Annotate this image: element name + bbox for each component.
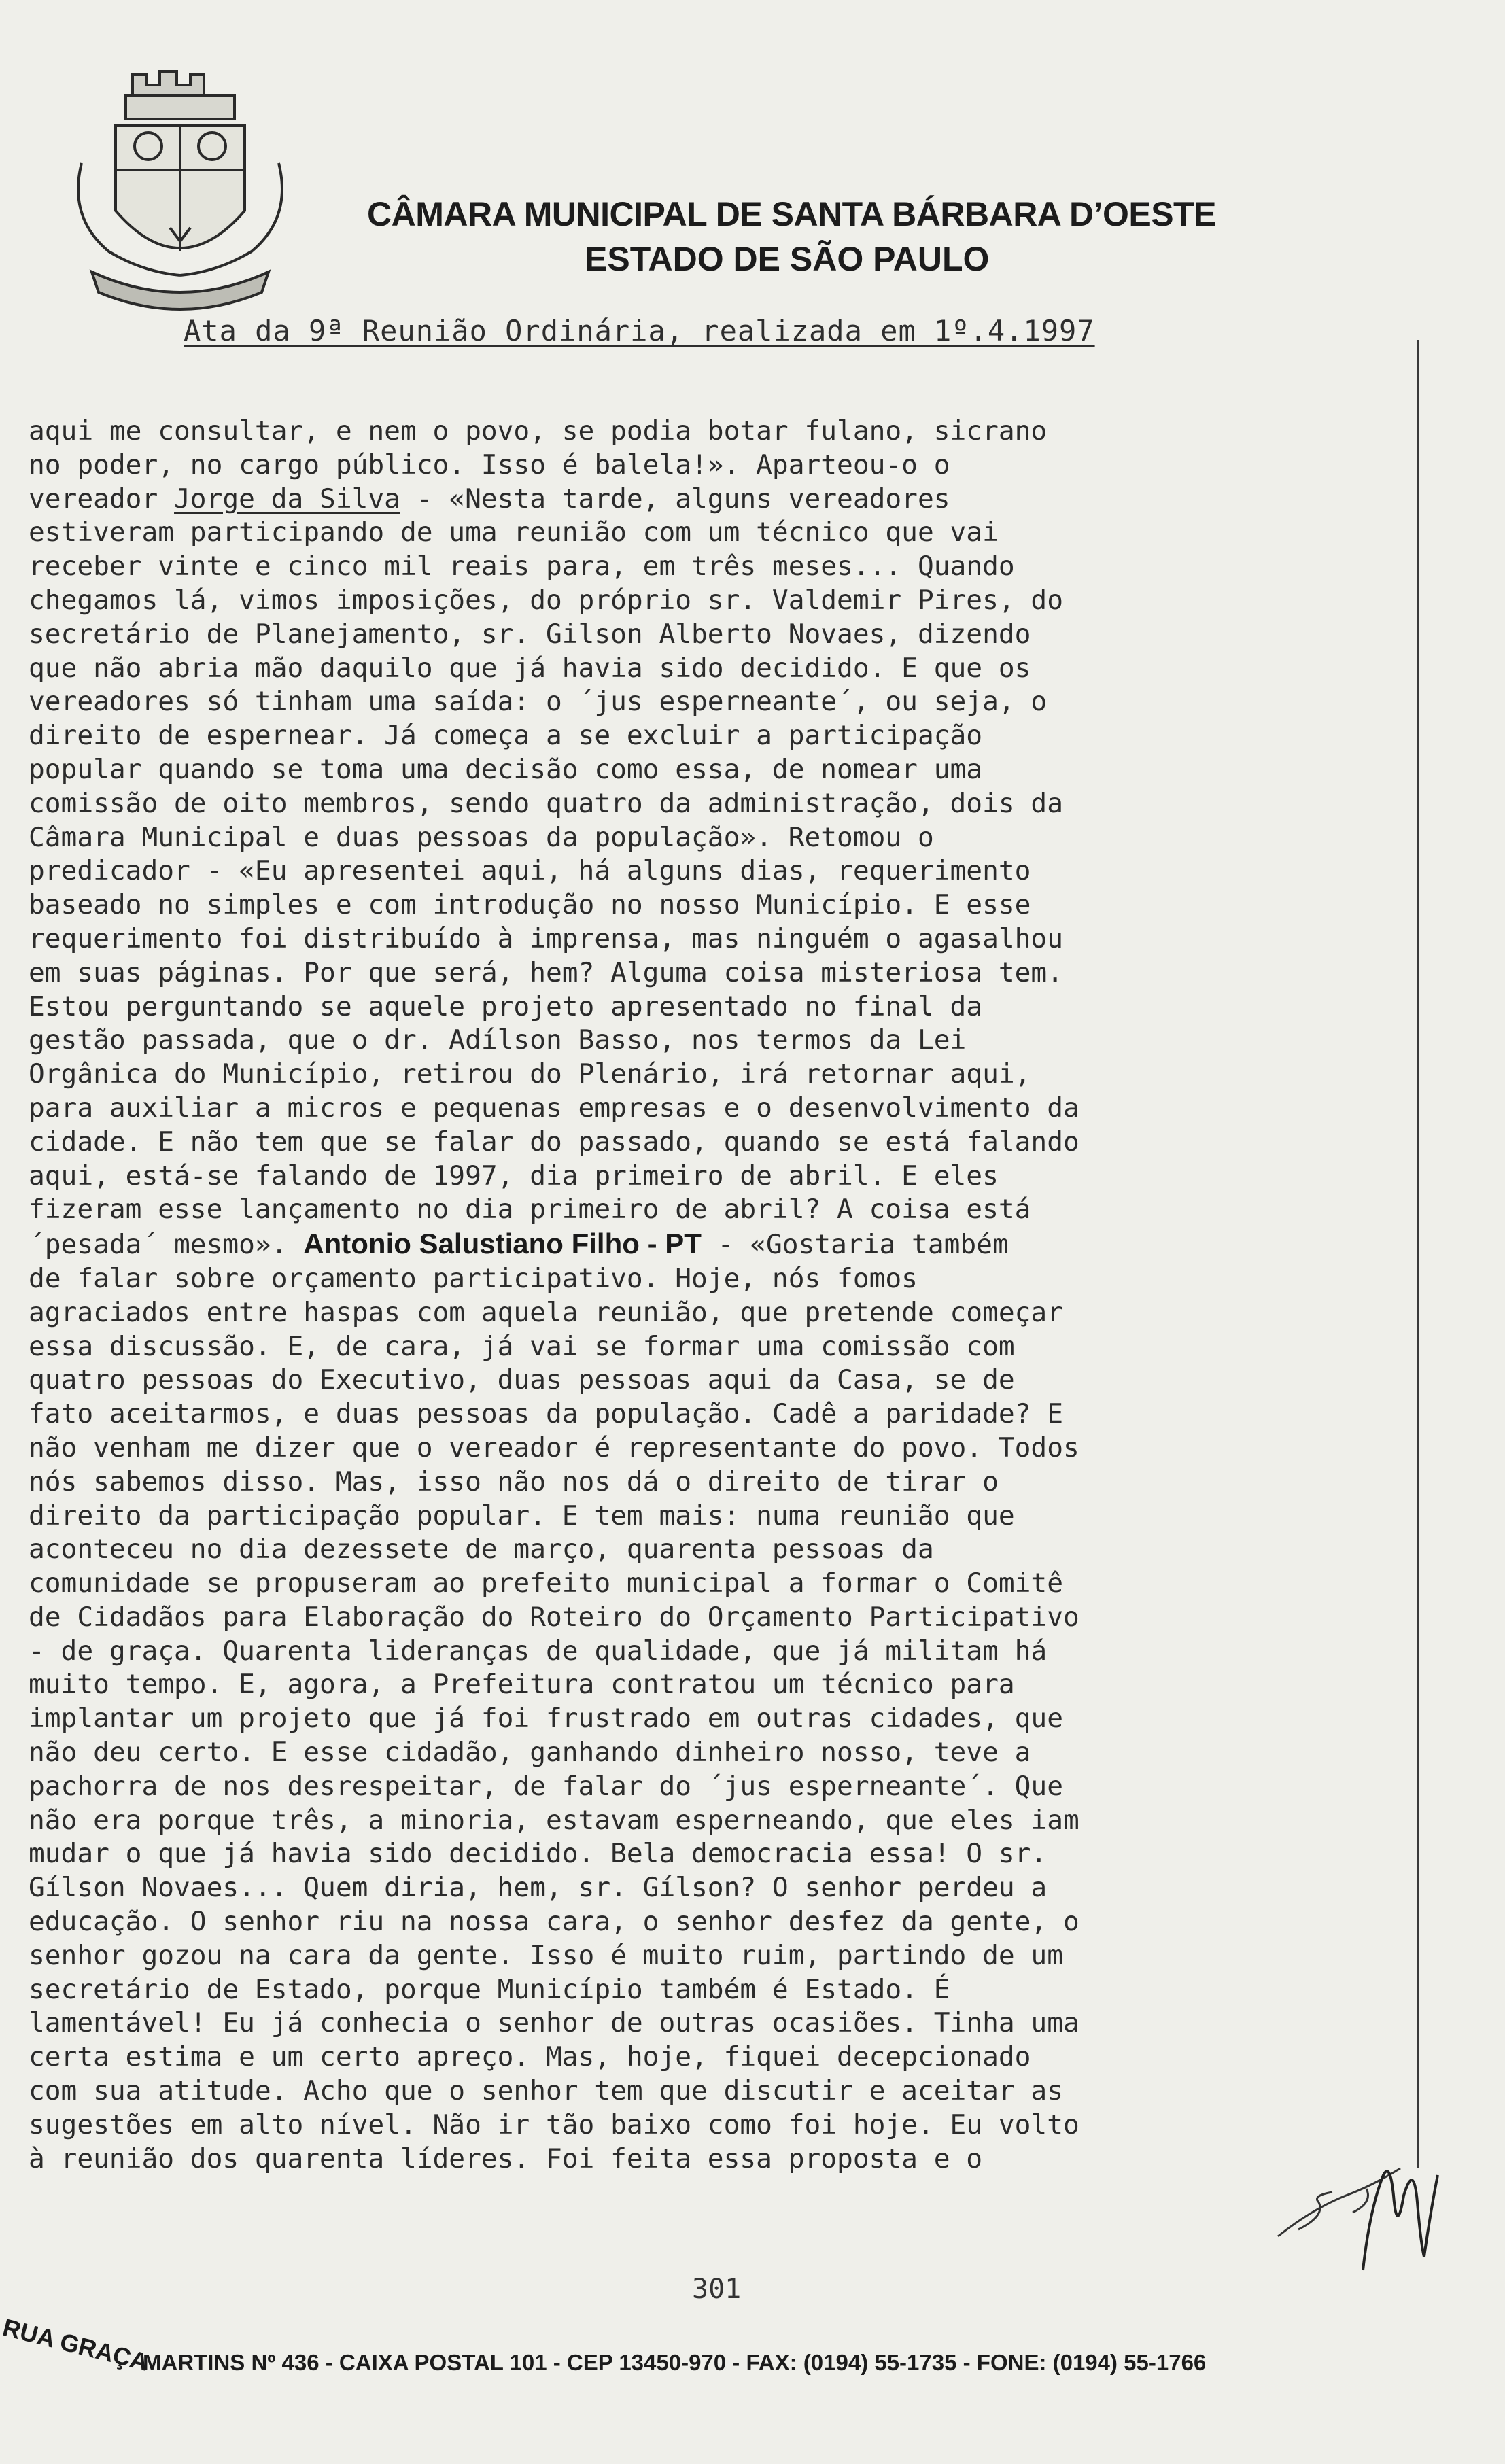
text-line: fato aceitarmos, e duas pessoas da população. Cadê a paridade? E bbox=[29, 1398, 1063, 1430]
text-line: Câmara Municipal e duas pessoas da população». Retomou o bbox=[29, 821, 934, 853]
text-line: à reunião dos quarenta líderes. Foi feita essa proposta e o bbox=[29, 2142, 983, 2174]
text-line: essa discussão. E, de cara, já vai se formar uma comissão com bbox=[29, 1330, 1015, 1362]
text-line: com sua atitude. Acho que o senhor tem que discutir e aceitar as bbox=[29, 2075, 1063, 2107]
text-line: aconteceu no dia dezessete de março, quarenta pessoas da bbox=[29, 1533, 934, 1565]
text-line: Orgânica do Município, retirou do Plenário, irá retornar aqui, bbox=[29, 1058, 1031, 1090]
text-line: nós sabemos disso. Mas, isso não nos dá o direito de tirar o bbox=[29, 1465, 999, 1497]
text-line: em suas páginas. Por que será, hem? Alguma coisa misteriosa tem. bbox=[29, 956, 1063, 988]
councilor-name: Jorge da Silva bbox=[174, 483, 400, 515]
text-line: - de graça. Quarenta lideranças de qualidade, que já militam há bbox=[29, 1635, 1048, 1667]
text-line: quatro pessoas do Executivo, duas pessoas aqui da Casa, se de bbox=[29, 1364, 1015, 1396]
text-fragment: - «Gostaria também bbox=[701, 1229, 1009, 1261]
speaker-name: Antonio Salustiano Filho - PT bbox=[303, 1228, 702, 1260]
minutes-body bbox=[29, 415, 1371, 2176]
text-line: sugestões em alto nível. Não ir tão baixo como foi hoje. Eu volto bbox=[29, 2109, 1079, 2140]
text-line: predicador - «Eu apresentei aqui, há alguns dias, requerimento bbox=[29, 855, 1031, 887]
text-line: implantar um projeto que já foi frustrado em outras cidades, que bbox=[29, 1703, 1063, 1735]
text-line: requerimento foi distribuído à imprensa, mas ninguém o agasalhou bbox=[29, 922, 1063, 954]
text-line: Estou perguntando se aquele projeto apresentado no final da bbox=[29, 990, 983, 1022]
text-line: mudar o que já havia sido decidido. Bela democracia essa! O sr. bbox=[29, 1838, 1048, 1870]
text-line: vereadores só tinham uma saída: o ´jus esperneante´, ou seja, o bbox=[29, 686, 1048, 718]
text-line: senhor gozou na cara da gente. Isso é muito ruim, partindo de um bbox=[29, 1939, 1063, 1971]
text-line: direito de espernear. Já começa a se excluir a participação bbox=[29, 720, 983, 752]
text-line: que não abria mão daquilo que já havia sido decidido. E que os bbox=[29, 652, 1031, 684]
text-line: direito da participação popular. E tem mais: numa reunião que bbox=[29, 1499, 1015, 1531]
text-line: popular quando se toma uma decisão como essa, de nomear uma bbox=[29, 753, 983, 785]
text-line: não deu certo. E esse cidadão, ganhando dinheiro nosso, teve a bbox=[29, 1737, 1031, 1769]
text-line: não venham me dizer que o vereador é representante do povo. Todos bbox=[29, 1431, 1079, 1463]
text-line: para auxiliar a micros e pequenas empresas e o desenvolvimento da bbox=[29, 1092, 1079, 1124]
text-line: comunidade se propuseram ao prefeito municipal a formar o Comitê bbox=[29, 1567, 1063, 1599]
text-line: baseado no simples e com introdução no nosso Município. E esse bbox=[29, 889, 1031, 921]
text-fragment: vereador bbox=[29, 483, 175, 515]
text-line: no poder, no cargo público. Isso é balela!». Aparteou-o o bbox=[29, 449, 950, 481]
text-line: aqui, está-se falando de 1997, dia primeiro de abril. E eles bbox=[29, 1160, 999, 1192]
text-line bbox=[29, 1227, 1371, 1262]
institution-name: CÂMARA MUNICIPAL DE SANTA BÁRBARA D’OESTE bbox=[367, 195, 1216, 233]
text-line: muito tempo. E, agora, a Prefeitura contratou um técnico para bbox=[29, 1669, 1015, 1701]
minutes-title: Ata da 9ª Reunião Ordinária, realizada em 1º.4.1997 bbox=[184, 314, 1095, 347]
text-line: aqui me consultar, e nem o povo, se podia botar fulano, sicrano bbox=[29, 415, 1048, 447]
letterhead-footer bbox=[0, 2308, 1502, 2444]
text-line: de falar sobre orçamento participativo. Hoje, nós fomos bbox=[29, 1262, 918, 1294]
text-fragment: - «Nesta tarde, alguns vereadores bbox=[400, 483, 950, 515]
text-line: comissão de oito membros, sendo quatro da administração, dois da bbox=[29, 787, 1063, 819]
municipal-coat-of-arms bbox=[68, 68, 292, 326]
text-line bbox=[29, 483, 1371, 517]
margin-signature-icon bbox=[1336, 2155, 1485, 2284]
text-line: de Cidadãos para Elaboração do Roteiro do Orçamento Participativo bbox=[29, 1601, 1079, 1633]
text-line: lamentável! Eu já conhecia o senhor de outras ocasiões. Tinha uma bbox=[29, 2007, 1079, 2039]
text-line: certa estima e um certo apreço. Mas, hoje, fiquei decepcionado bbox=[29, 2041, 1031, 2073]
text-line: gestão passada, que o dr. Adílson Basso, nos termos da Lei bbox=[29, 1024, 967, 1056]
state-name: ESTADO DE SÃO PAULO bbox=[585, 240, 990, 278]
text-line: educação. O senhor riu na nossa cara, o senhor desfez da gente, o bbox=[29, 1906, 1079, 1938]
text-line: secretário de Planejamento, sr. Gilson Alberto Novaes, dizendo bbox=[29, 618, 1031, 650]
margin-rule bbox=[1417, 340, 1419, 2168]
text-line: estiveram participando de uma reunião com um técnico que vai bbox=[29, 517, 999, 549]
text-line: cidade. E não tem que se falar do passado, quando se está falando bbox=[29, 1126, 1079, 1158]
text-line: receber vinte e cinco mil reais para, em três meses... Quando bbox=[29, 551, 1015, 583]
footer-street: RUA GRAÇA bbox=[0, 2313, 152, 2376]
text-line: fizeram esse lançamento no dia primeiro de abril? A coisa está bbox=[29, 1194, 1031, 1226]
text-line: não era porque três, a minoria, estavam esperneando, que eles iam bbox=[29, 1804, 1079, 1836]
text-line: secretário de Estado, porque Município também é Estado. É bbox=[29, 1973, 950, 2005]
text-line: pachorra de nos desrespeitar, de falar do ´jus esperneante´. Que bbox=[29, 1770, 1063, 1802]
page-number: 301 bbox=[692, 2274, 742, 2305]
text-line: Gílson Novaes... Quem diria, hem, sr. Gílson? O senhor perdeu a bbox=[29, 1872, 1048, 1904]
text-line: chegamos lá, vimos imposições, do próprio sr. Valdemir Pires, do bbox=[29, 584, 1063, 616]
text-line: agraciados entre haspas com aquela reunião, que pretende começar bbox=[29, 1296, 1063, 1328]
footer-address: MARTINS Nº 436 - CAIXA POSTAL 101 - CEP 13450-970 - FAX: (0194) 55-1735 - FONE: (0194) 55-1766 bbox=[143, 2350, 1207, 2375]
text-fragment: ´pesada´ mesmo». bbox=[29, 1229, 304, 1261]
